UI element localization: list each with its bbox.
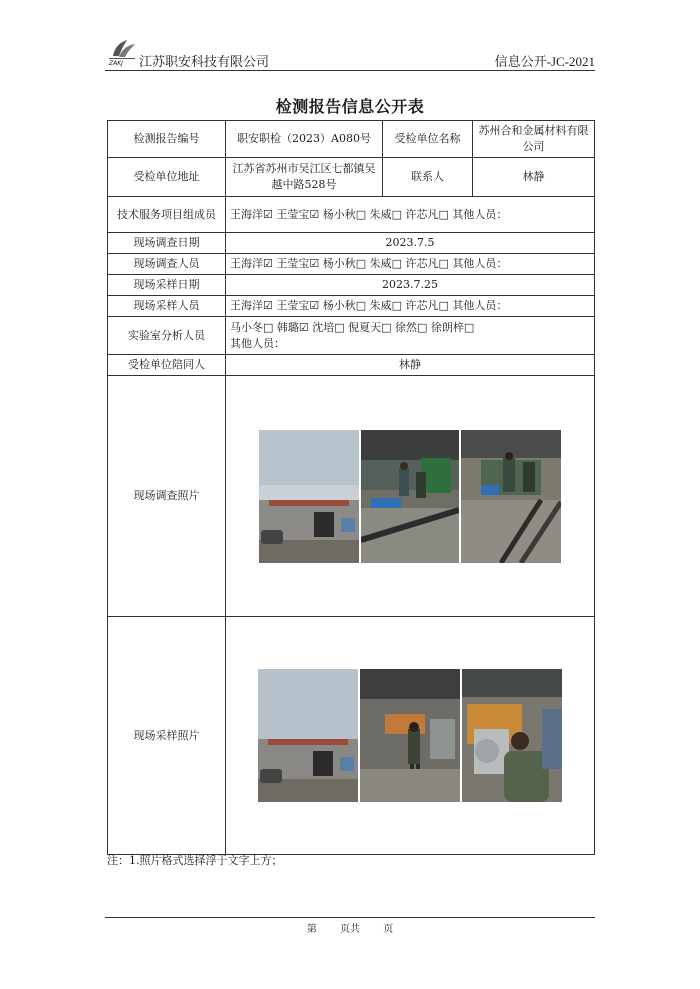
table-row [108, 158, 595, 197]
sampling-photos-cell [226, 617, 595, 855]
table-row [108, 617, 595, 855]
footer-page: 第 [306, 924, 317, 935]
info-table [107, 120, 595, 855]
report-no-value: 职安职检（2023）A080号 [226, 121, 383, 158]
address-label: 受检单位地址 [108, 158, 226, 197]
table-row [108, 317, 595, 355]
header-divider [105, 70, 595, 71]
lab-staff-line2: 其他人员： [230, 336, 285, 350]
footer-divider [105, 917, 595, 918]
contact-value: 林静 [473, 158, 595, 197]
sampling-photo-workshop-2 [462, 669, 562, 802]
survey-photos-label: 现场调查照片 [108, 376, 226, 617]
sampling-date-value: 2023.7.25 [226, 275, 595, 296]
escort-label: 受检单位陪同人 [108, 355, 226, 376]
table-row [108, 233, 595, 254]
team-label: 技术服务项目组成员 [108, 197, 226, 233]
page-header [105, 36, 595, 70]
sampling-date-label: 现场采样日期 [108, 275, 226, 296]
table-row [108, 254, 595, 275]
lab-staff-label: 实验室分析人员 [108, 317, 226, 355]
sampling-photos-label: 现场采样照片 [108, 617, 226, 855]
survey-date-value: 2023.7.5 [226, 233, 595, 254]
team-value: 王海洋☑ 王莹宝☑ 杨小秋□ 朱威□ 许芯凡□ 其他人员： [226, 197, 595, 233]
table-row [108, 376, 595, 617]
sampling-staff-value: 王海洋☑ 王莹宝☑ 杨小秋□ 朱威□ 许芯凡□ 其他人员： [226, 296, 595, 317]
survey-staff-label: 现场调查人员 [108, 254, 226, 275]
table-row [108, 197, 595, 233]
report-no-label: 检测报告编号 [108, 121, 226, 158]
escort-value: 林静 [226, 355, 595, 376]
footer-end: 页 [383, 924, 394, 935]
table-row [108, 296, 595, 317]
lab-staff-value [226, 317, 595, 355]
survey-photos-cell [226, 376, 595, 617]
contact-label: 联系人 [383, 158, 473, 197]
sampling-photo-workshop-1 [360, 669, 460, 802]
footer-pages-word: 页共 [340, 924, 360, 935]
survey-photo-workshop-1 [361, 430, 459, 563]
document-code: 信息公开-JC-2021 [494, 54, 595, 69]
client-name-label: 受检单位名称 [383, 121, 473, 158]
page-title: 检测报告信息公开表 [275, 97, 425, 116]
company-name: 江苏职安科技有限公司 [139, 55, 270, 70]
address-value: 江苏省苏州市吴江区七都镇吴越中路528号 [226, 158, 383, 197]
survey-date-label: 现场调查日期 [108, 233, 226, 254]
client-name-value: 苏州合和金属材料有限公司 [473, 121, 595, 158]
table-row [108, 275, 595, 296]
sampling-photo-building [258, 669, 358, 802]
survey-photo-row [230, 430, 590, 563]
survey-staff-value: 王海洋☑ 王莹宝☑ 杨小秋□ 朱威□ 许芯凡□ 其他人员： [226, 254, 595, 275]
sampling-photo-row [230, 669, 590, 802]
survey-photo-building [259, 430, 359, 563]
table-row [108, 355, 595, 376]
logo-text: ZAKJ [109, 60, 123, 67]
lab-staff-line1: 马小冬□ 韩璐☑ 沈培□ 倪夏天□ 徐然□ 徐朗梓□ [230, 320, 475, 334]
survey-photo-workshop-2 [461, 430, 561, 563]
table-row [108, 121, 595, 158]
page-footer [0, 920, 700, 935]
sampling-staff-label: 现场采样人员 [108, 296, 226, 317]
footnote: 注：1.照片格式选择浮于文字上方； [107, 854, 283, 867]
